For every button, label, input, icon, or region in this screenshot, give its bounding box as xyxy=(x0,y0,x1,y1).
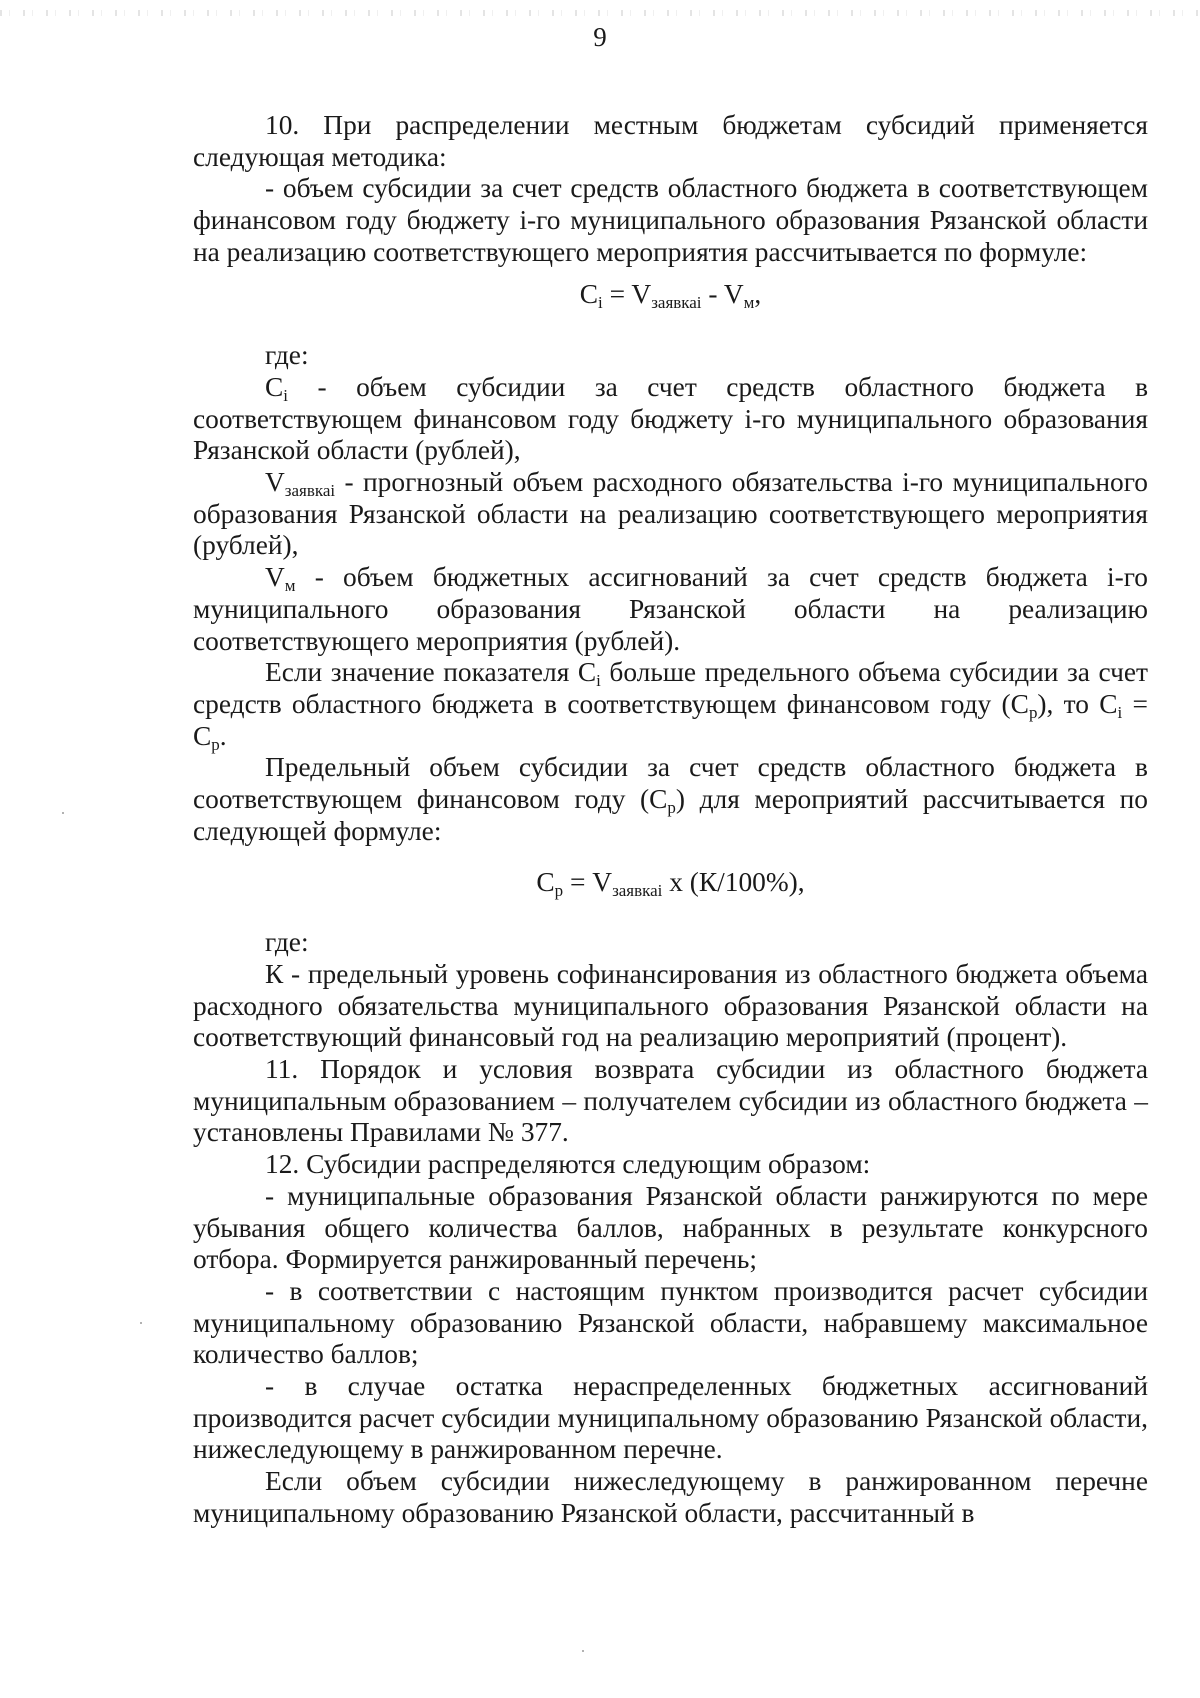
definition-vm: $V_м$ - объем бюджетных ассигнований за счет средств бюджета i-го муниципального образования Рязанской области на реализацию соответствующего мероприятия (рублей). xyxy=(193,562,1148,656)
paragraph-condition: Если значение показателя $C_i$ больше предельного объема субсидии за счет средств областного бюджета в соответствующем финансовом году $(C_р)$, то $C_i = C_р$. xyxy=(193,657,1149,754)
scan-speck xyxy=(62,812,64,814)
paragraph-12-last: Если объем субсидии нижеследующему в ранжированном перечне муниципальному образованию Рязанской области, рассчитанный в xyxy=(193,1466,1148,1528)
page-number: 9 xyxy=(593,22,607,52)
scan-artifact xyxy=(0,10,1200,16)
paragraph-12-item-3: - в случае остатка нераспределенных бюджетных ассигнований производится расчет субсидии муниципальному образованию Рязанской области, нижеследующему в ранжированном перечне. xyxy=(193,1371,1148,1465)
paragraph-12: 12. Субсидии распределяются следующим образом: xyxy=(265,1149,871,1180)
definition-v-zayavka: $V_{заявкаi}$ - прогнозный объем расходного обязательства i-го муниципального образования Рязанской области на реализацию соответствующего мероприятия (рублей), xyxy=(193,467,1148,561)
paragraph-limit: Предельный объем субсидии за счет средств областного бюджета в соответствующем финансовом году $(C_р)$ для мероприятий рассчитывается по следующей формуле: xyxy=(193,752,1148,846)
where-label-1: где: xyxy=(265,340,309,371)
paragraph-12-item-1: - муниципальные образования Рязанской области ранжируются по мере убывания общего количества баллов, набранных в результате конкурсного отбора. Формируется ранжированный перечень; xyxy=(193,1180,1148,1275)
paragraph-10-item: - объем субсидии за счет средств областного бюджета в соответствующем финансовом году бюджету i-го муниципального образования Рязанской области на реализацию соответствующего мероприятия рассчитывается по формуле: xyxy=(193,173,1148,267)
definition-k: К - предельный уровень софинансирования из областного бюджета объема расходного обязательства муниципального образования Рязанской области на соответствующий финансовый год на реализацию мероприятий (процент). xyxy=(193,958,1148,1053)
definition-ci: $C_i$ - объем субсидии за счет средств областного бюджета в соответствующем финансовом году бюджету i-го муниципального образования Рязанской области (рублей), xyxy=(193,371,1148,466)
paragraph-11: 11. Порядок и условия возврата субсидии из областного бюджета муниципальным образованием – получателем субсидии из областного бюджета – установлены Правилами № 377. xyxy=(193,1053,1148,1148)
scan-speck xyxy=(140,1322,142,1324)
where-label-2: где: xyxy=(265,927,309,958)
formula-cp: $C_р = V_{заявкаi}$ x (К/100%), xyxy=(536,867,805,901)
paragraph-12-item-2: - в соответствии с настоящим пунктом производится расчет субсидии муниципальному образованию Рязанской области, набравшему максимальное количество баллов; xyxy=(193,1275,1148,1370)
scan-speck xyxy=(582,1650,584,1652)
paragraph-10-intro: 10. При распределении местным бюджетам субсидий применяется следующая методика: xyxy=(193,110,1148,172)
formula-ci: $C_i = V_{заявкаi} - V_м$, xyxy=(579,278,762,312)
document-body xyxy=(193,110,1148,1530)
